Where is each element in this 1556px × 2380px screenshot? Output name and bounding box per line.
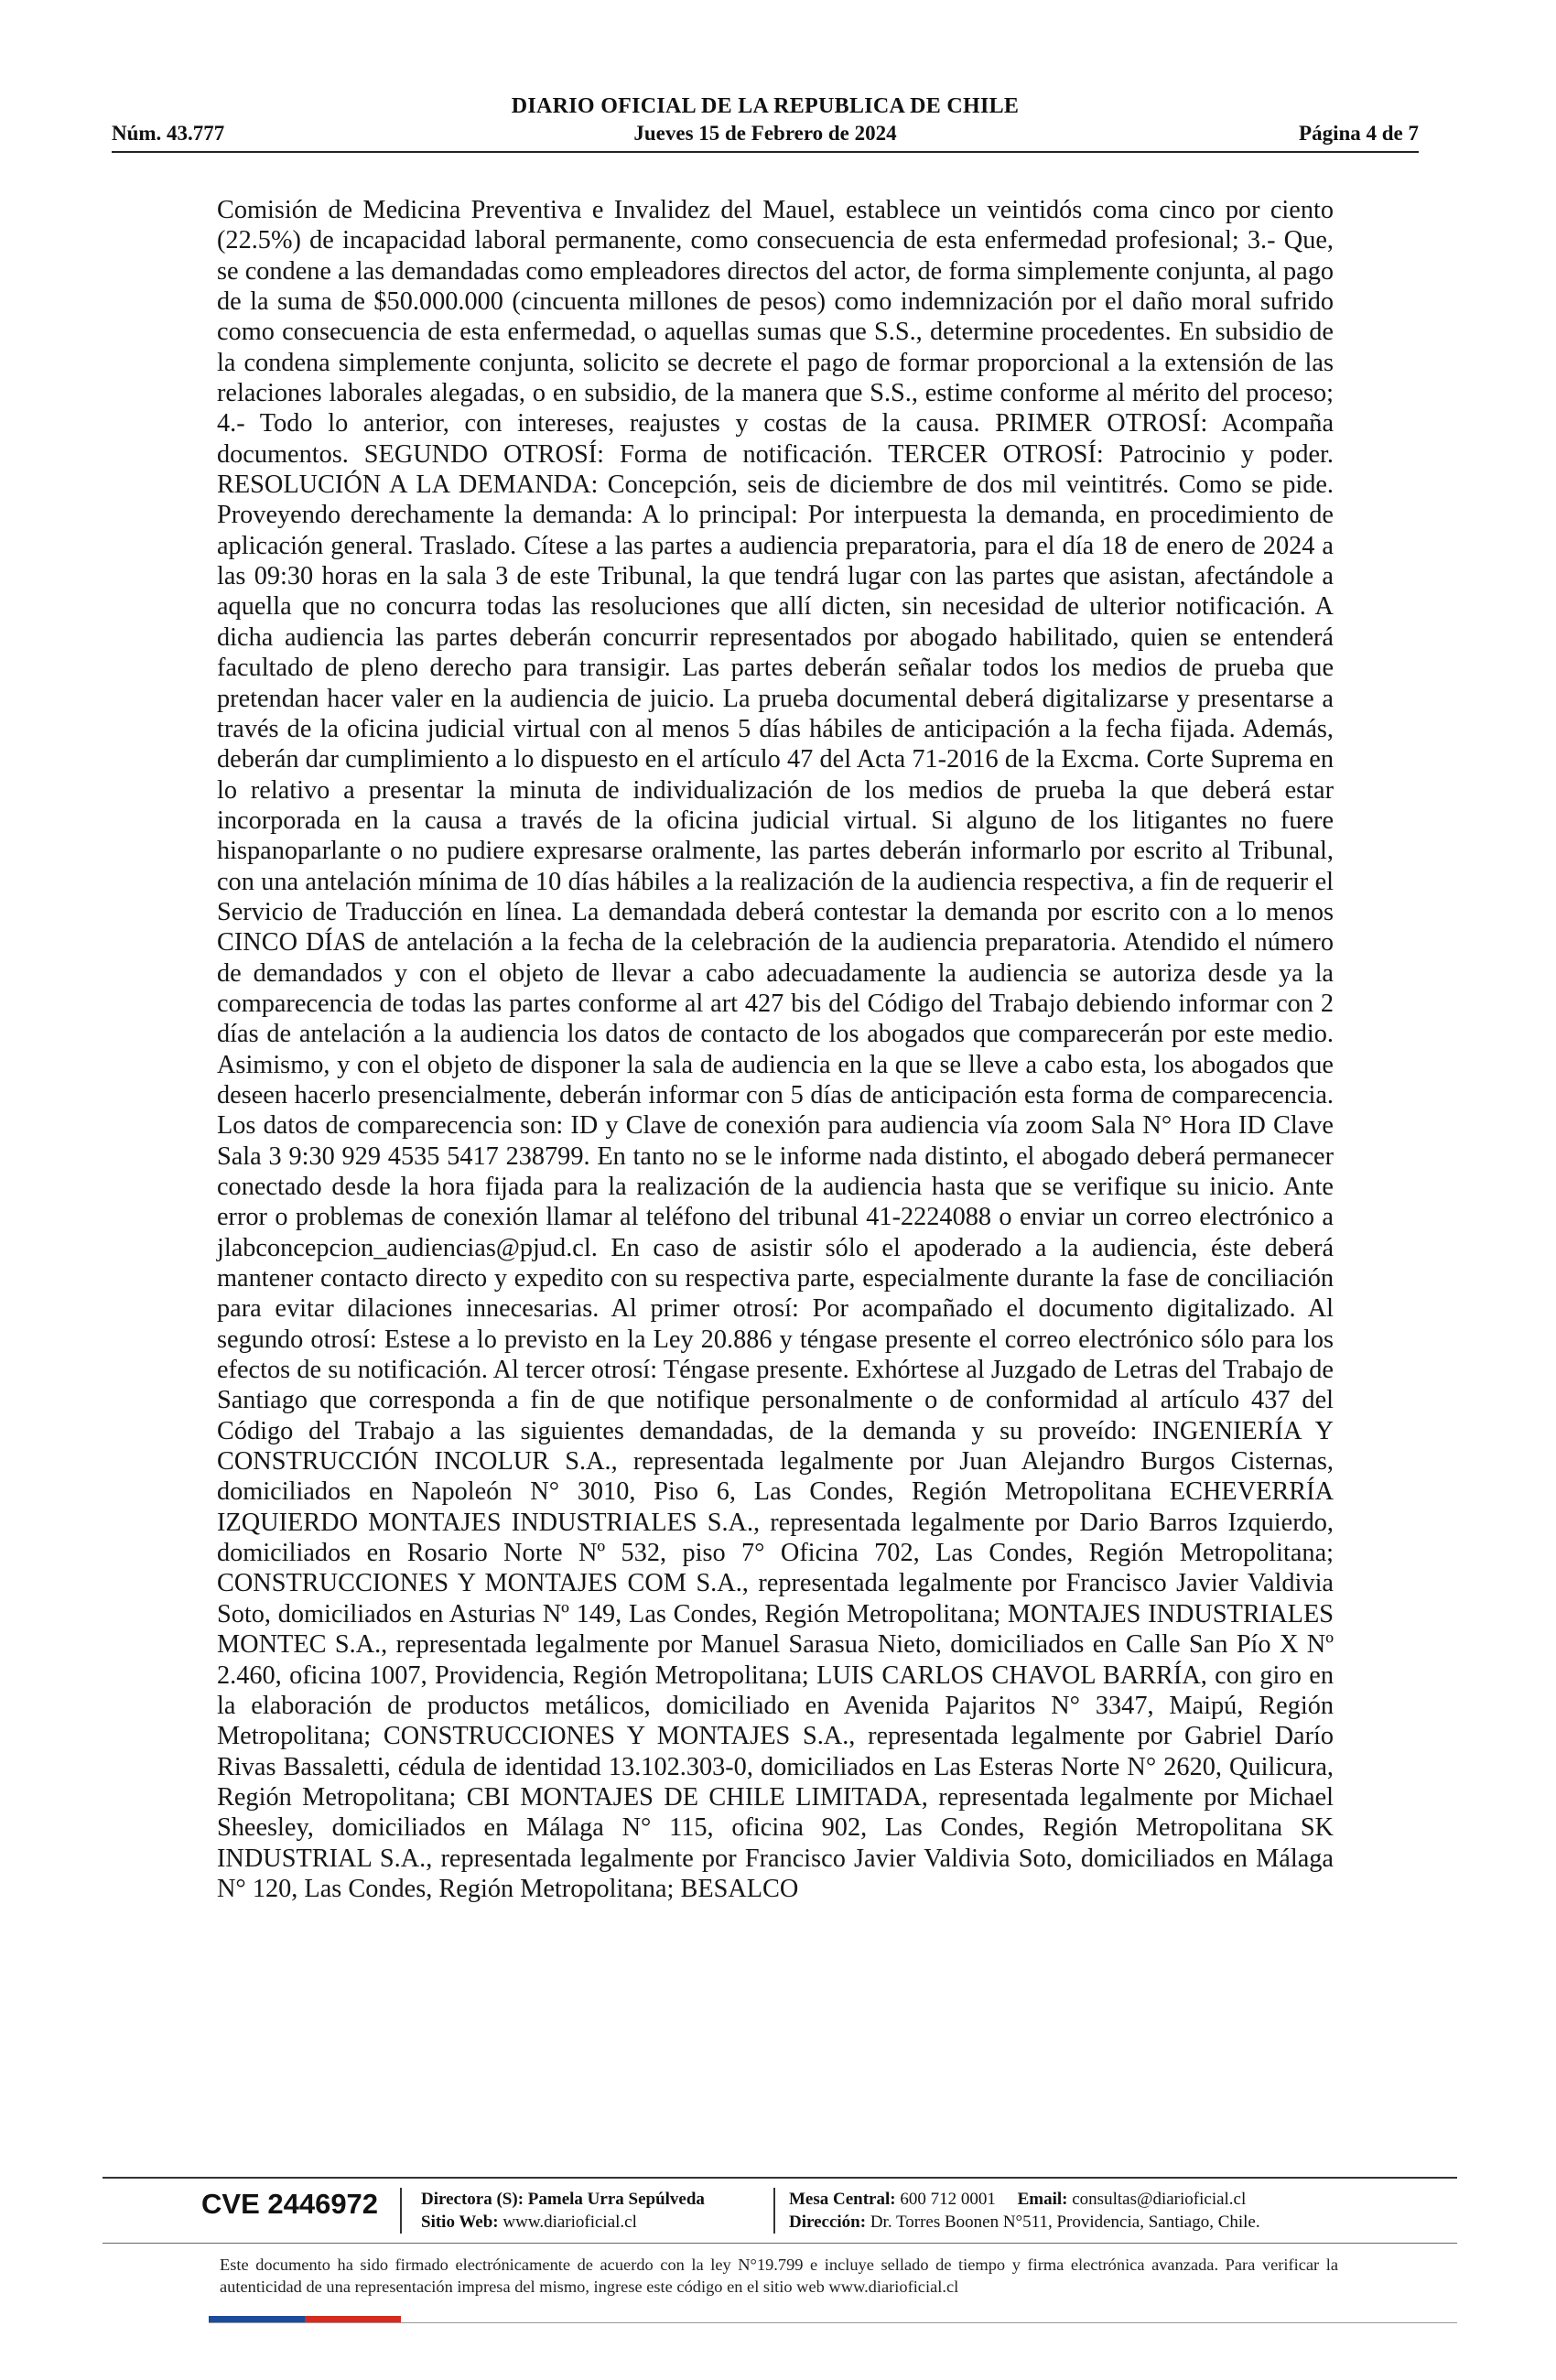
- page-number: Página 4 de 7: [1299, 122, 1419, 145]
- email-label: Email:: [1017, 2190, 1068, 2209]
- gazette-title: DIARIO OFICIAL DE LA REPUBLICA DE CHILE: [511, 94, 1020, 118]
- footer-publisher-info: [421, 2188, 705, 2234]
- page-left-margin: [0, 0, 13, 2380]
- page-header: [112, 94, 1419, 149]
- issue-number: Núm. 43.777: [112, 122, 225, 145]
- address-value: Dr. Torres Boonen N°511, Providencia, Santiago, Chile.: [870, 2212, 1260, 2232]
- email-link[interactable]: consultas@diarioficial.cl: [1072, 2190, 1247, 2209]
- header-divider: [112, 151, 1419, 153]
- footer-divider: [103, 2177, 1457, 2179]
- footer-divider-2: [103, 2243, 1457, 2244]
- cve-code: CVE 2446972: [201, 2188, 379, 2220]
- footer-contact-info: [789, 2188, 1260, 2234]
- footer-separator: [400, 2188, 402, 2234]
- director-label: Directora (S): Pamela Urra Sepúlveda: [421, 2190, 705, 2209]
- address-label: Dirección:: [789, 2212, 867, 2232]
- issue-date: Jueves 15 de Febrero de 2024: [633, 122, 897, 145]
- flag-red-band: [305, 2316, 401, 2322]
- page-footer: [201, 2184, 1391, 2239]
- flag-blue-band: [209, 2316, 305, 2322]
- footer-separator: [773, 2188, 775, 2234]
- web-label: Sitio Web:: [421, 2212, 499, 2232]
- chile-flag-stripe: [209, 2316, 401, 2322]
- phone-value: 600 712 0001: [900, 2190, 996, 2209]
- legal-notice: Este documento ha sido firmado electrónicamente de acuerdo con la ley N°19.799 e incluye sellado de tiempo y firma electrónica avanzada. Para verificar la autenticidad de una representación impresa del mismo, ingrese este código en el sitio web www.diarioficial.cl: [220, 2256, 1338, 2296]
- phone-label: Mesa Central:: [789, 2190, 896, 2209]
- document-body: Comisión de Medicina Preventiva e Invalidez del Mauel, establece un veintidós coma cinco por ciento (22.5%) de incapacidad laboral permanente, como consecuencia de esta enfermedad profesional; 3.- Que, se condene a las demandadas como empleadores directos del actor, de forma simplemente conjunta, al pago de la suma de $50.000.000 (cincuenta millones de pesos) como indemnización por el daño moral sufrido como consecuencia de esta enfermedad, o aquellas sumas que S.S., determine procedentes. En subsidio de la condena simplemente conjunta, solicito se decrete el pago de formar proporcional a la extensión de las relaciones laborales alegadas, o en subsidio, de la manera que S.S., estime conforme al mérito del proceso; 4.- Todo lo anterior, con intereses, reajustes y costas de la causa. PRIMER OTROSÍ: Acompaña documentos. SEGUNDO OTROSÍ: Forma de notificación. TERCER OTROSÍ: Patrocinio y poder. RESOLUCIÓN A LA DEMANDA: Concepción, seis de diciembre de dos mil veintitrés. Como se pide. Proveyendo derechamente la demanda: A lo principal: Por interpuesta la demanda, en procedimiento de aplicación general. Traslado. Cítese a las partes a audiencia preparatoria, para el día 18 de enero de 2024 a las 09:30 horas en la sala 3 de este Tribunal, la que tendrá lugar con las partes que asistan, afectándole a aquella que no concurra todas las resoluciones que allí dicten, sin necesidad de ulterior notificación. A dicha audiencia las partes deberán concurrir representados por abogado habilitado, quien se entenderá facultado de pleno derecho para transigir. Las partes deberán señalar todos los medios de prueba que pretendan hacer valer en la audiencia de juicio. La prueba documental deberá digitalizarse y presentarse a través de la oficina judicial virtual con al menos 5 días hábiles de anticipación a la fecha fijada. Además, deberán dar cumplimiento a lo dispuesto en el artículo 47 del Acta 71-2016 de la Excma. Corte Suprema en lo relativo a presentar la minuta de individualización de los medios de prueba la que deberá estar incorporada en la causa a través de la oficina judicial virtual. Si alguno de los litigantes no fuere hispanoparlante o no pudiere expresarse oralmente, las partes deberán informarlo por escrito al Tribunal, con una antelación mínima de 10 días hábiles a la realización de la audiencia respectiva, a fin de requerir el Servicio de Traducción en línea. La demandada deberá contestar la demanda por escrito con a lo menos CINCO DÍAS de antelación a la fecha de la celebración de la audiencia preparatoria. Atendido el número de demandados y con el objeto de llevar a cabo adecuadamente la audiencia se autoriza desde ya la comparecencia de todas las partes conforme al art 427 bis del Código del Trabajo debiendo informar con 2 días de antelación a la audiencia los datos de contacto de los abogados que comparecerán por este medio. Asimismo, y con el objeto de disponer la sala de audiencia en la que se lleve a cabo esta, los abogados que deseen hacerlo presencialmente, deberán informar con 5 días de anticipación esta forma de comparecencia. Los datos de comparecencia son: ID y Clave de conexión para audiencia vía zoom Sala N° Hora ID Clave Sala 3 9:30 929 4535 5417 238799. En tanto no se le informe nada distinto, el abogado deberá permanecer conectado desde la hora fijada para la realización de la audiencia hasta que se verifique su inicio. Ante error o problemas de conexión llamar al teléfono del tribunal 41-2224088 o enviar un correo electrónico a jlabconcepcion_audiencias@pjud.cl. En caso de asistir sólo el apoderado a la audiencia, éste deberá mantener contacto directo y expedito con su respectiva parte, especialmente durante la fase de conciliación para evitar dilaciones innecesarias. Al primer otrosí: Por acompañado el documento digitalizado. Al segundo otrosí: Estese a lo previsto en la Ley 20.886 y téngase presente el correo electrónico sólo para los efectos de su notificación. Al tercer otrosí: Téngase presente. Exhórtese al Juzgado de Letras del Trabajo de Santiago que corresponda a fin de que notifique personalmente o de conformidad al artículo 437 del Código del Trabajo a las siguientes demandadas, de la demanda y su proveído: INGENIERÍA Y CONSTRUCCIÓN INCOLUR S.A., representada legalmente por Juan Alejandro Burgos Cisternas, domiciliados en Napoleón N° 3010, Piso 6, Las Condes, Región Metropolitana ECHEVERRÍA IZQUIERDO MONTAJES INDUSTRIALES S.A., representada legalmente por Dario Barros Izquierdo, domiciliados en Rosario Norte Nº 532, piso 7° Oficina 702, Las Condes, Región Metropolitana; CONSTRUCCIONES Y MONTAJES COM S.A., representada legalmente por Francisco Javier Valdivia Soto, domiciliados en Asturias Nº 149, Las Condes, Región Metropolitana; MONTAJES INDUSTRIALES MONTEC S.A., representada legalmente por Manuel Sarasua Nieto, domiciliados en Calle San Pío X Nº 2.460, oficina 1007, Providencia, Región Metropolitana; LUIS CARLOS CHAVOL BARRÍA, con giro en la elaboración de productos metálicos, domiciliado en Avenida Pajaritos N° 3347, Maipú, Región Metropolitana; CONSTRUCCIONES Y MONTAJES S.A., representada legalmente por Gabriel Darío Rivas Bassaletti, cédula de identidad 13.102.303-0, domiciliados en Las Esteras Norte N° 2620, Quilicura, Región Metropolitana; CBI MONTAJES DE CHILE LIMITADA, representada legalmente por Michael Sheesley, domiciliados en Málaga N° 115, oficina 902, Las Condes, Región Metropolitana SK INDUSTRIAL S.A., representada legalmente por Francisco Javier Valdivia Soto, domiciliados en Málaga N° 120, Las Condes, Región Metropolitana; BESALCO: [217, 196, 1334, 1903]
- web-link[interactable]: www.diarioficial.cl: [502, 2212, 637, 2232]
- bottom-divider: [209, 2322, 1457, 2323]
